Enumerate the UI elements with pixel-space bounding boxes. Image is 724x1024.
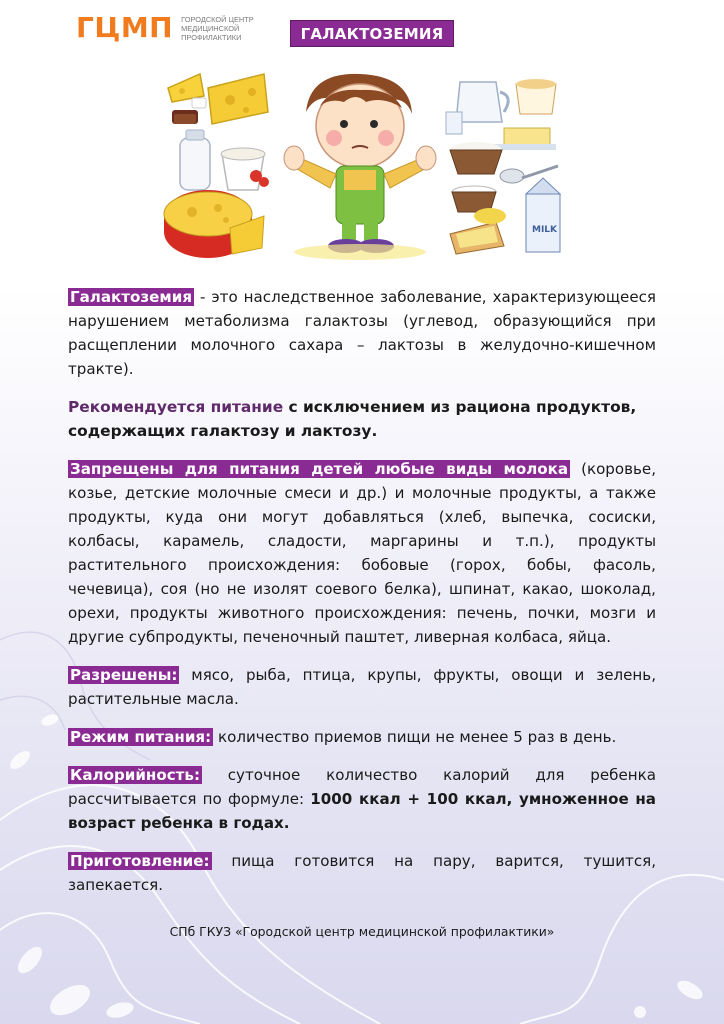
definition-text: - это наследственное заболевание, характеризующееся нарушением метаболизма галактозы (углевод, образующийся при расщеплении молочного сахара – лактозы в желудочно-кишечном тракте).	[68, 288, 656, 378]
meal-regime-text: количество приемов пищи не менее 5 раз в день.	[213, 728, 617, 746]
term-allowed: Разрешены:	[70, 666, 178, 684]
child-refusing-icon	[284, 74, 436, 260]
svg-text:MILK: MILK	[532, 225, 558, 235]
pudding-icon	[516, 79, 556, 114]
recommendation-text: с исключением из рациона продуктов, содержащих галактозу и лактозу.	[68, 398, 637, 440]
term-galactosemia: Галактоземия	[70, 288, 193, 306]
cottage-cheese-icon	[450, 142, 502, 174]
allowed-paragraph	[68, 663, 656, 711]
bread-with-butter-icon	[450, 208, 506, 254]
page-title: ГАЛАКТОЗЕМИЯ	[300, 24, 444, 43]
glass-icon	[446, 112, 462, 134]
logo-subtitle: ГОРОДСКОЙ ЦЕНТР МЕДИЦИНСКОЙ ПРОФИЛАКТИКИ	[181, 14, 254, 42]
calories-formula: 1000 ккал + 100 ккал, умноженное на возраст ребенка в годах.	[68, 790, 656, 832]
cooking-paragraph	[68, 849, 656, 897]
meal-regime-paragraph	[68, 725, 656, 749]
term-cooking: Приготовление:	[70, 852, 210, 870]
spoon-icon	[500, 166, 558, 183]
cheese-wheel-icon	[164, 190, 264, 258]
milk-carton-icon	[526, 178, 560, 252]
term-calories: Калорийность:	[70, 766, 200, 784]
recommendation-paragraph	[68, 395, 656, 443]
footer: СПб ГКУЗ «Городской центр медицинской профилактики»	[169, 924, 555, 939]
yogurt-icon	[221, 148, 269, 190]
allowed-text: мясо, рыба, птица, крупы, фрукты, овощи и зелень, растительные масла.	[68, 666, 656, 708]
candy-icon	[172, 98, 206, 124]
logo	[76, 11, 254, 44]
calories-text: суточное количество калорий для ребенка рассчитывается по формуле:	[68, 766, 656, 808]
forbidden-text: (коровье, козье, детские молочные смеси и др.) и молочные продукты, а также продукты, куда они могут добавляться (хлеб, выпечка, сосиски, колбасы, карамель, сладости, маргарины и т.п.), продукты растительного происхождения: бобовые (горох, бобы, фасоль, чечевица), соя (но не изолят соевого белка), шпинат, какао, шоколад, орехи, продукты животного происхождения: печень, почки, мозги и другие субпродукты, печеночный паштет, ливерная колбаса, яйца.	[68, 460, 656, 646]
term-forbidden: Запрещены для питания детей любые виды молока	[70, 460, 569, 478]
food-illustration	[160, 66, 570, 262]
main-content	[68, 285, 656, 911]
butter-icon	[494, 128, 556, 150]
recommendation-lead: Рекомендуется питание	[68, 398, 284, 416]
cheese-block-icon	[208, 74, 268, 124]
term-meal-regime: Режим питания:	[70, 728, 212, 746]
cooking-text: пища готовится на пару, варится, тушится, запекается.	[68, 852, 656, 894]
milk-bottle-icon	[180, 130, 210, 190]
page-title-box	[290, 20, 454, 47]
calories-paragraph	[68, 763, 656, 835]
forbidden-paragraph	[68, 457, 656, 649]
logo-mark: ГЦМП	[76, 11, 174, 44]
milk-jug-icon	[456, 82, 508, 122]
definition-paragraph	[68, 285, 656, 381]
